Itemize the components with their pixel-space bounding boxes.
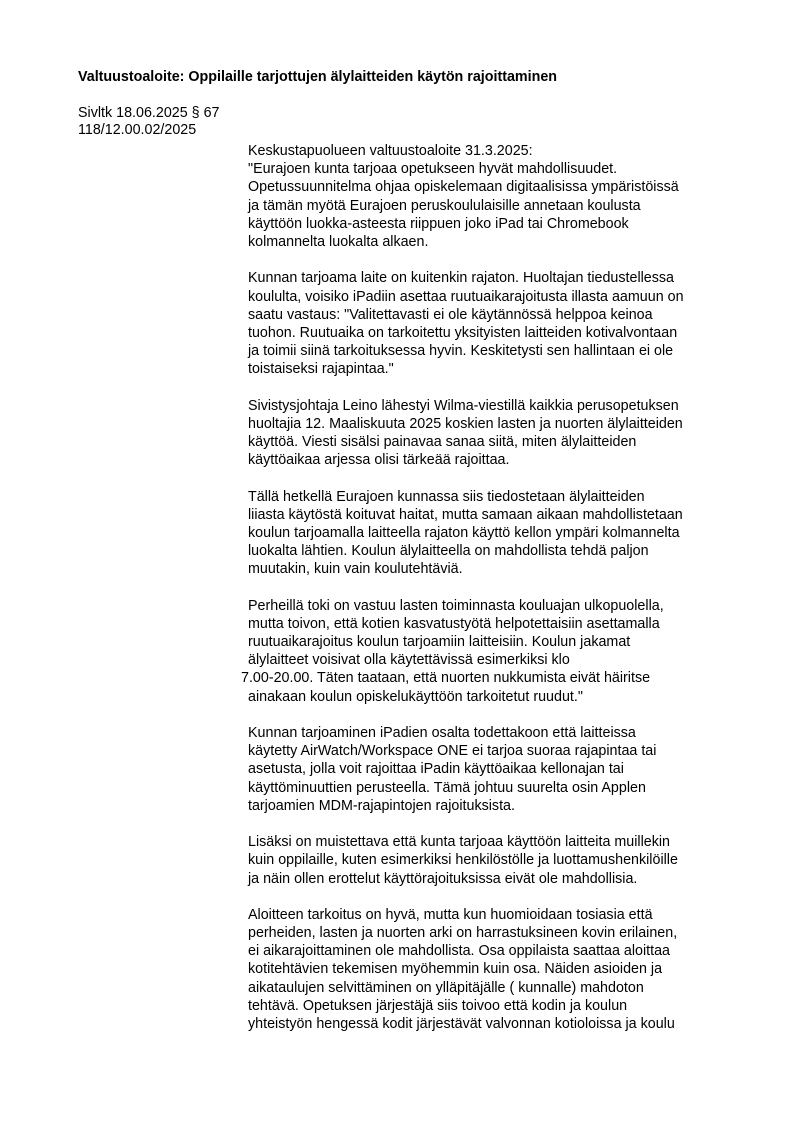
paragraph-line: asetusta, jolla voit rajoittaa iPadin käyttöaikaa kellonajan tai (248, 761, 624, 778)
paragraph (248, 833, 748, 888)
paragraph-line: tarjoamien MDM-rajapintojen rajoituksista. (248, 797, 515, 814)
paragraph-line: käytetty AirWatch/Workspace ONE ei tarjoa suoraa rajapintaa tai (248, 743, 657, 760)
paragraph-line: kotitehtävien tekemisen myöhemmin kuin osa. Näiden asioiden ja (248, 961, 663, 978)
paragraph-line: liiasta käytöstä koituvat haitat, mutta samaan aikaan mahdollistetaan (248, 506, 683, 523)
paragraph-line: saatu vastaus: "Valitettavasti ei ole käytännössä helppoa keinoa (248, 306, 653, 323)
paragraph-line: Aloitteen tarkoitus on hyvä, mutta kun huomioidaan tosiasia että (248, 906, 653, 923)
paragraph-line: Lisäksi on muistettava että kunta tarjoaa käyttöön laitteita muillekin (248, 834, 670, 851)
paragraph (248, 397, 748, 470)
paragraph-line: luokalta lähtien. Koulun älylaitteella on mahdollista tehdä paljon (248, 543, 649, 560)
paragraph (248, 142, 748, 251)
paragraph-line: huoltajia 12. Maaliskuuta 2025 koskien lasten ja nuorten älylaitteiden (248, 415, 683, 432)
paragraph-line: koululta, voisiko iPadiin asettaa ruutuaikarajoitusta illasta aamuun on (248, 288, 684, 305)
paragraph-line: toistaiseksi rajapintaa." (248, 361, 394, 378)
paragraph-line: käyttöön luokka-asteesta riippuen joko iPad tai Chromebook (248, 215, 629, 232)
paragraph-line: ei aikarajoittaminen ole mahdollista. Osa oppilaista saattaa aloittaa (248, 943, 671, 960)
paragraph-line: ruutuaikarajoitus koulun tarjoamiin laitteisiin. Koulun jakamat (248, 634, 631, 651)
paragraph (248, 269, 748, 378)
paragraph-line: mutta toivon, että kotien kasvatustyötä helpotettaisiin asettamalla (248, 615, 660, 632)
paragraph-line: tehtävä. Opetuksen järjestäjä siis toivoo että kodin ja koulun (248, 997, 628, 1014)
paragraph-line: muutakin, kuin vain koulutehtäviä. (248, 561, 463, 578)
paragraph-line: kuin oppilaille, kuten esimerkiksi henkilöstölle ja luottamushenkilöille (248, 852, 678, 869)
paragraph-line: "Eurajoen kunta tarjoaa opetukseen hyvät mahdollisuudet. (248, 161, 618, 178)
paragraph-line: koulun tarjoamalla laitteella rajaton käyttö kellon ympäri kolmannelta (248, 524, 680, 541)
document-title: Valtuustoaloite: Oppilaille tarjottujen älylaitteiden käytön rajoittaminen (78, 69, 558, 85)
paragraph-line: Opetussuunnitelma ohjaa opiskelemaan digitaalisissa ympäristöissä (248, 179, 679, 196)
paragraph-line: kolmannelta luokalta alkaen. (248, 233, 429, 250)
paragraph-line: ja tämän myötä Eurajoen peruskoululaisille annetaan koulusta (248, 197, 641, 214)
paragraph-line: käyttöä. Viesti sisälsi painavaa sanaa siitä, miten älylaitteiden (248, 434, 637, 450)
document-body (241, 142, 748, 1033)
paragraph-line: 7.00-20.00. Täten taataan, että nuorten nukkumista eivät häiritse (241, 670, 651, 687)
paragraph-line: Tällä hetkellä Eurajoen kunnassa siis tiedostetaan älylaitteiden (248, 488, 645, 505)
paragraph-line: yhteistyön hengessä kodit järjestävät valvonnan kotioloissa ja koulu (248, 1016, 675, 1032)
paragraph-line: ainakaan koulun opiskelukäyttöön tarkoitetut ruudut." (248, 688, 583, 705)
paragraph-line: ja näin ollen erottelut käyttörajoituksissa eivät ole mahdollisia. (248, 870, 638, 887)
paragraph (248, 724, 748, 815)
paragraph-line: Keskustapuolueen valtuustoaloite 31.3.2025: (248, 143, 533, 159)
paragraph-line: tuohon. Ruutuaika on tarkoitettu yksityisten laitteiden kotivalvontaan (248, 324, 678, 341)
record-number: 118/12.00.02/2025 (78, 122, 197, 139)
paragraph-line: käyttöminuuttien perusteella. Tämä johtuu suurelta osin Applen (248, 779, 646, 796)
paragraph (248, 488, 748, 579)
meeting-reference: Sivltk 18.06.2025 § 67 (78, 105, 220, 121)
paragraph-line: Sivistysjohtaja Leino lähestyi Wilma-viestillä kaikkia perusopetuksen (248, 397, 679, 414)
paragraph-line: aikataulujen selvittäminen on ylläpitäjälle ( kunnalle) mahdoton (248, 979, 644, 996)
paragraph (248, 906, 748, 1033)
paragraph-line: perheiden, lasten ja nuorten arki on harrastuksineen kovin erilainen, (248, 925, 678, 942)
paragraph-line: Kunnan tarjoama laite on kuitenkin rajaton. Huoltajan tiedustellessa (248, 270, 674, 287)
paragraph-line: älylaitteet voisivat olla käytettävissä esimerkiksi klo (248, 652, 570, 669)
paragraph-line: ja toimii siinä tarkoituksessa hyvin. Keskitetysti sen hallintaan ei ole (248, 343, 674, 360)
reference-block (78, 105, 219, 139)
paragraph (241, 597, 748, 706)
paragraph-line: Kunnan tarjoaminen iPadien osalta todettakoon että laitteissa (248, 725, 636, 741)
paragraph-line: Perheillä toki on vastuu lasten toiminnasta kouluajan ulkopuolella, (248, 597, 664, 614)
paragraph-line: käyttöaikaa arjessa olisi tärkeää rajoittaa. (248, 452, 510, 469)
